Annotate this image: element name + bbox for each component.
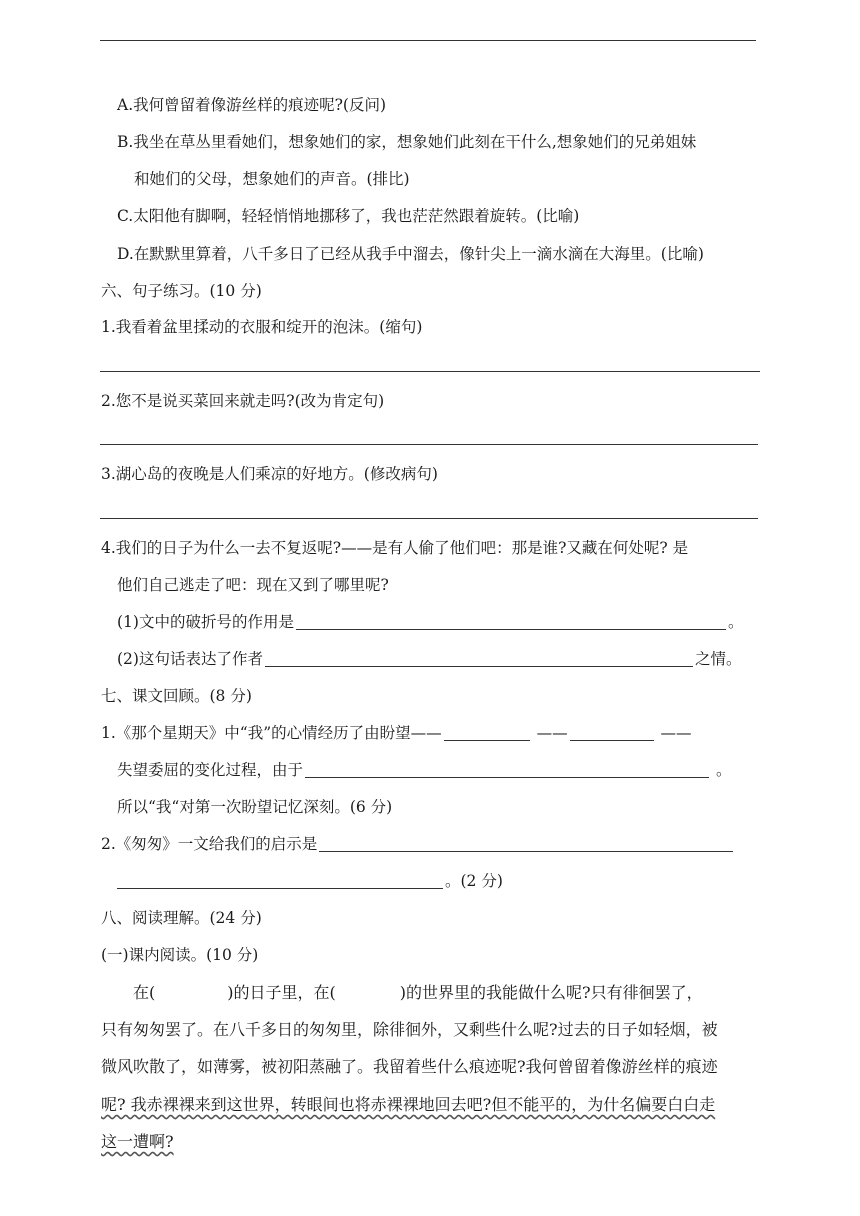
blank-reason[interactable] — [305, 761, 709, 778]
section6-title: 六、句子练习。(10 分) — [101, 282, 262, 300]
question-7-2-label: 2.《匆匆》一文给我们的启示是 — [101, 835, 318, 853]
option-b-line2: 和她们的父母，想象她们的声音。(排比) — [134, 170, 410, 188]
question-6-2: 2.您不是说买菜回来就走吗?(改为肯定句) — [101, 392, 385, 410]
question-7-1-line3: 所以“我“对第一次盼望记忆深刻。(6 分) — [117, 798, 393, 816]
passage-line5 — [101, 1131, 174, 1153]
question-7-2-line1 — [101, 833, 735, 855]
answer-line-6-2[interactable] — [100, 444, 758, 445]
blank-enlightenment-2[interactable] — [117, 872, 443, 889]
question-6-4-part2-end: 之情。 — [694, 650, 742, 668]
question-6-4-part1-end: 。 — [727, 613, 744, 631]
passage-line5-text: 这一遭啊? — [101, 1132, 174, 1151]
question-6-4-line1: 4.我们的日子为什么一去不复返呢?——是有人偷了他们吧：那是谁?又藏在何处呢? 是 — [101, 539, 689, 557]
question-6-4-part1-label: (1)文中的破折号的作用是 — [117, 613, 294, 631]
header-rule — [100, 40, 756, 41]
answer-line-6-1[interactable] — [100, 371, 760, 372]
question-7-1-dash1: —— — [536, 724, 568, 742]
passage-line1-b: )的日子里，在( — [227, 983, 336, 1002]
passage-line3: 微风吹散了，如薄雾，被初阳蒸融了。我留着些什么痕迹呢?我何曾留着像游丝样的痕迹 — [101, 1057, 718, 1076]
question-7-1-reason-label: 失望委屈的变化过程，由于 — [117, 761, 304, 779]
subsection-reading-title: (一)课内阅读。(10 分) — [101, 946, 259, 964]
question-7-1-line2-end: 。 — [715, 761, 732, 779]
option-c: C.太阳他有脚啊，轻轻悄悄地挪移了，我也茫茫然跟着旋转。(比喻) — [117, 207, 580, 225]
question-7-2-line2 — [117, 870, 503, 892]
blank-mood-2[interactable] — [444, 724, 530, 741]
option-d: D.在默默里算着，八千多日了已经从我手中溜去，像针尖上一滴水滴在大海里。(比喻) — [117, 245, 704, 263]
question-6-3: 3.湖心岛的夜晚是人们乘凉的好地方。(修改病句) — [101, 465, 438, 483]
question-6-4-part2 — [117, 648, 741, 670]
blank-enlightenment-1[interactable] — [319, 835, 733, 852]
passage-line4-text: 呢? 我赤裸裸来到这世界，转眼间也将赤裸裸地回去吧?但不能平的，为什名偏要白白走 — [101, 1095, 716, 1114]
answer-line-6-3[interactable] — [100, 518, 758, 519]
passage-line1 — [133, 982, 703, 1004]
section7-title: 七、课文回顾。(8 分) — [101, 687, 252, 705]
question-6-1: 1.我看着盆里揉动的衣服和绽开的泡沫。(缩句) — [101, 318, 423, 336]
question-7-1-dash2: —— — [660, 724, 692, 742]
passage-line1-c: )的世界里的我能做什么呢?只有徘徊罢了， — [399, 983, 703, 1002]
passage-line2: 只有匆匆罢了。在八千多日的匆匆里，除徘徊外，又剩些什么呢?过去的日子如轻烟，被 — [101, 1020, 718, 1039]
passage-line1-a: 在( — [133, 983, 156, 1002]
question-7-1-line1 — [101, 722, 692, 744]
section8-title: 八、阅读理解。(24 分) — [101, 909, 262, 927]
question-6-4-part2-label: (2)这句话表达了作者 — [117, 650, 263, 668]
option-a: A.我何曾留着像游丝样的痕迹呢?(反问) — [117, 96, 387, 114]
passage-line4 — [101, 1094, 715, 1116]
question-6-4-line2: 他们自己逃走了吧：现在又到了哪里呢? — [117, 576, 389, 594]
question-7-2-end: 。(2 分) — [445, 872, 503, 890]
question-6-4-part1 — [117, 611, 743, 633]
question-7-1-start: 1.《那个星期天》中“我”的心情经历了由盼望—— — [101, 724, 442, 742]
blank-dash-purpose[interactable] — [296, 613, 726, 630]
blank-mood-3[interactable] — [570, 724, 654, 741]
option-b-line1: B.我坐在草丛里看她们，想象她们的家，想象她们此刻在干什么,想象她们的兄弟姐妹 — [117, 133, 697, 151]
blank-author-feeling[interactable] — [265, 650, 693, 667]
question-7-1-line2 — [117, 759, 731, 781]
